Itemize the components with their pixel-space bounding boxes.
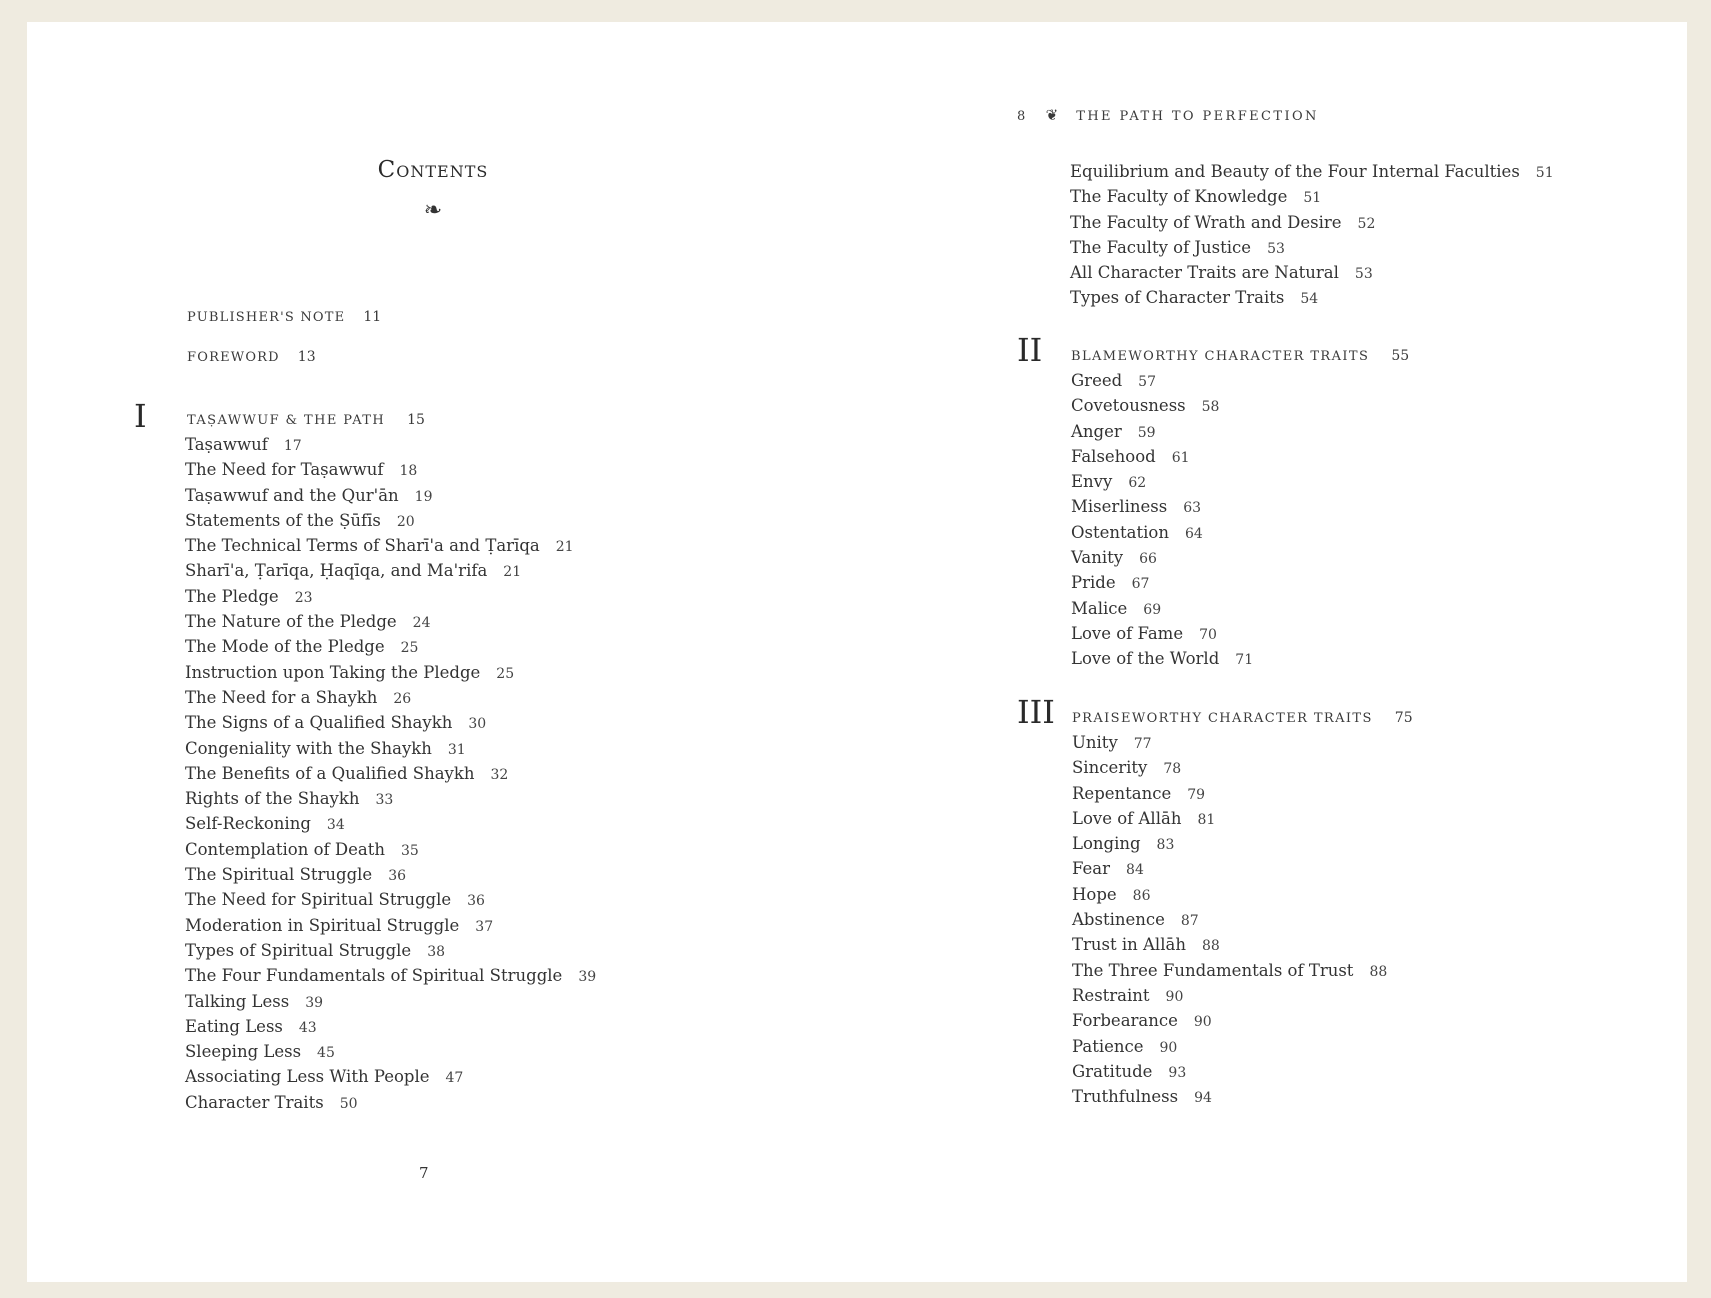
toc-entry[interactable]	[1071, 596, 1253, 621]
page-number: 59	[1137, 424, 1156, 441]
toc-entry-label: Talking Less	[185, 991, 290, 1011]
toc-entry[interactable]	[185, 508, 596, 533]
page-number: 43	[298, 1019, 317, 1036]
toc-entry-label: The Faculty of Justice	[1070, 237, 1252, 257]
page-number: 45	[317, 1045, 335, 1062]
page-number: 55	[1391, 348, 1410, 364]
page-number: 21	[555, 539, 574, 556]
toc-entry-label: Envy	[1071, 472, 1113, 492]
toc-entry[interactable]	[185, 786, 596, 811]
toc-entry[interactable]	[1070, 235, 1554, 260]
page-number: 36	[388, 868, 407, 885]
toc-entry-label: The Four Fundamentals of Spiritual Struggle	[185, 966, 563, 986]
contents-title: Contents	[377, 157, 489, 183]
toc-entry[interactable]	[185, 1090, 596, 1115]
page-number: 90	[1165, 988, 1184, 1005]
page-number: 52	[1357, 215, 1376, 232]
page-number: 32	[490, 766, 509, 783]
toc-entry[interactable]	[1071, 621, 1253, 646]
page-number: 57	[1138, 374, 1156, 390]
toc-entry-label: Miserliness	[1071, 497, 1168, 517]
page-number: 53	[1267, 240, 1285, 257]
page-number: 90	[1193, 1014, 1212, 1031]
page-number: 90	[1159, 1039, 1178, 1056]
toc-entry-label: The Three Fundamentals of Trust	[1072, 960, 1354, 980]
page-number: 19	[414, 488, 433, 505]
page-number: 75	[1394, 710, 1413, 726]
toc-list	[1070, 159, 1554, 311]
toc-entry-label: Eating Less	[185, 1016, 283, 1036]
toc-entry-label: Love of Allāh	[1072, 808, 1182, 828]
toc-entry-label: The Pledge	[185, 586, 279, 606]
toc-entry[interactable]	[185, 457, 596, 482]
toc-entry[interactable]	[185, 533, 596, 558]
page-number: 47	[445, 1070, 464, 1087]
front-matter-item[interactable]	[187, 309, 381, 325]
toc-entry[interactable]	[1072, 1008, 1387, 1033]
toc-entry[interactable]	[185, 963, 596, 988]
page-number: 69	[1143, 601, 1162, 618]
book-spread	[27, 22, 1687, 1282]
toc-entry-label: The Mode of the Pledge	[185, 637, 385, 657]
toc-entry-label: All Character Traits are Natural	[1070, 263, 1339, 283]
toc-entry[interactable]	[185, 1039, 596, 1064]
fleuron-ornament-icon: ❧	[423, 198, 443, 223]
page-number: 38	[427, 943, 446, 960]
page-number: 15	[407, 412, 425, 428]
toc-entry[interactable]	[1072, 983, 1387, 1008]
toc-entry-label: Love of Fame	[1071, 623, 1184, 643]
toc-entry-label: Love of the World	[1071, 649, 1220, 669]
toc-entry[interactable]	[185, 736, 596, 761]
page-number: 67	[1131, 576, 1150, 593]
toc-entry-label: Covetousness	[1071, 396, 1186, 416]
toc-entry[interactable]	[185, 584, 596, 609]
toc-entry-label: Ostentation	[1071, 522, 1169, 542]
toc-entry[interactable]	[1072, 932, 1387, 957]
toc-entry-label: Sharī'a, Ṭarīqa, Ḥaqīqa, and Ma'rifa	[185, 561, 488, 581]
page-number: 71	[1235, 652, 1254, 669]
toc-list	[185, 432, 596, 1115]
toc-entry-label: Malice	[1071, 598, 1128, 618]
part-heading-label: TAṢAWWUF & THE PATH	[187, 413, 386, 428]
toc-entry[interactable]	[1072, 730, 1387, 755]
front-matter-label: PUBLISHER'S NOTE	[187, 310, 346, 325]
page-number: 20	[396, 513, 415, 530]
toc-entry-label: Trust in Allāh	[1072, 935, 1186, 955]
toc-entry-label: Sleeping Less	[185, 1042, 302, 1062]
toc-entry-label: Self-Reckoning	[185, 814, 311, 834]
page-number: 84	[1126, 862, 1144, 879]
toc-entry-label: Statements of the Ṣūfīs	[185, 510, 381, 530]
part-numeral: III	[1017, 693, 1055, 731]
fleuron-ornament-icon: ❦	[1045, 106, 1059, 124]
page-number: 88	[1369, 963, 1388, 980]
toc-entry[interactable]	[185, 938, 596, 963]
toc-entry[interactable]	[1071, 368, 1253, 393]
toc-entry-label: Instruction upon Taking the Pledge	[185, 662, 481, 682]
toc-entry[interactable]	[1072, 1034, 1387, 1059]
toc-entry[interactable]	[1071, 646, 1253, 671]
page-number: 51	[1535, 165, 1554, 181]
page-number: 30	[468, 716, 487, 733]
toc-entry[interactable]	[1072, 882, 1387, 907]
toc-entry[interactable]	[1071, 570, 1253, 595]
toc-entry[interactable]	[1071, 419, 1253, 444]
page-number: 81	[1197, 811, 1216, 828]
toc-list	[1072, 730, 1387, 1109]
toc-entry[interactable]	[1072, 1059, 1387, 1084]
toc-entry[interactable]	[1070, 210, 1554, 235]
part-numeral: I	[134, 397, 147, 435]
page-number: 64	[1184, 525, 1203, 542]
toc-entry-label: Fear	[1072, 859, 1111, 879]
toc-entry[interactable]	[1071, 444, 1253, 469]
toc-entry-label: Types of Spiritual Struggle	[185, 940, 412, 960]
toc-entry[interactable]	[1072, 831, 1387, 856]
toc-entry-label: The Signs of a Qualified Shaykh	[185, 713, 453, 733]
toc-entry[interactable]	[1072, 755, 1387, 780]
page-number: 33	[375, 792, 394, 809]
page-number: 78	[1163, 761, 1182, 778]
page-number: 79	[1187, 786, 1206, 803]
page-number: 34	[326, 817, 345, 834]
part-heading-label: PRAISEWORTHY CHARACTER TRAITS	[1072, 711, 1373, 726]
toc-list	[1071, 368, 1253, 672]
page-number: 77	[1133, 736, 1152, 752]
toc-entry-label: The Technical Terms of Sharī'a and Ṭarīqa	[185, 536, 540, 556]
toc-entry-label: Taṣawwuf	[185, 435, 268, 454]
page-number: 39	[305, 994, 324, 1011]
toc-entry-label: Taṣawwuf and the Qur'ān	[185, 485, 399, 505]
part-heading[interactable]	[1071, 348, 1409, 364]
toc-entry[interactable]	[1072, 907, 1387, 932]
page-number: 88	[1201, 938, 1220, 955]
page-number: 61	[1171, 449, 1190, 466]
page-number: 50	[339, 1095, 358, 1112]
toc-entry[interactable]	[185, 609, 596, 634]
running-head	[1017, 106, 1319, 124]
toc-entry[interactable]	[185, 1014, 596, 1039]
toc-entry[interactable]	[185, 685, 596, 710]
toc-entry[interactable]	[185, 887, 596, 912]
page-number: 13	[297, 349, 316, 365]
right-page	[857, 22, 1687, 1282]
running-head-title: THE PATH TO PERFECTION	[1076, 109, 1319, 124]
toc-entry-label: Greed	[1071, 371, 1123, 390]
toc-entry[interactable]	[1071, 469, 1253, 494]
page-folio: 7	[419, 1164, 429, 1182]
toc-entry[interactable]	[185, 558, 596, 583]
running-head-folio: 8	[1017, 109, 1028, 124]
page-number: 11	[363, 309, 382, 325]
page-number: 31	[447, 741, 466, 758]
toc-entry[interactable]	[1072, 856, 1387, 881]
page-number: 86	[1132, 887, 1151, 904]
page-number: 35	[401, 842, 419, 859]
toc-entry[interactable]	[1071, 494, 1253, 519]
toc-entry-label: Falsehood	[1071, 446, 1156, 466]
toc-entry[interactable]	[185, 660, 596, 685]
page-number: 53	[1354, 266, 1373, 283]
toc-entry-label: Unity	[1072, 733, 1118, 752]
toc-entry-label: Rights of the Shaykh	[185, 789, 360, 809]
front-matter-item[interactable]	[187, 349, 316, 365]
toc-entry[interactable]	[185, 483, 596, 508]
page-number: 24	[412, 615, 431, 632]
toc-entry-label: The Faculty of Knowledge	[1070, 187, 1288, 207]
toc-entry-label: Contemplation of Death	[185, 839, 385, 859]
toc-entry[interactable]	[185, 989, 596, 1014]
toc-entry[interactable]	[1072, 1084, 1387, 1109]
toc-entry[interactable]	[185, 811, 596, 836]
toc-entry[interactable]	[1070, 184, 1554, 209]
toc-entry-label: Truthfulness	[1072, 1087, 1179, 1107]
toc-entry-label: The Need for Spiritual Struggle	[185, 890, 452, 910]
page-number: 58	[1201, 399, 1220, 416]
toc-entry[interactable]	[185, 761, 596, 786]
toc-entry[interactable]	[185, 634, 596, 659]
page-number: 94	[1194, 1090, 1212, 1107]
toc-entry[interactable]	[185, 432, 596, 457]
page-number: 66	[1139, 551, 1157, 568]
page-number: 51	[1303, 190, 1322, 207]
page-number: 93	[1168, 1064, 1187, 1081]
toc-entry[interactable]	[185, 913, 596, 938]
page-number: 39	[578, 969, 597, 986]
toc-entry-label: The Need for Taṣawwuf	[185, 460, 384, 480]
toc-entry-label: Gratitude	[1072, 1061, 1153, 1081]
toc-entry-label: Abstinence	[1072, 910, 1165, 930]
toc-entry-label: Pride	[1071, 573, 1116, 593]
page-number: 17	[283, 438, 302, 454]
toc-entry-label: Sincerity	[1072, 758, 1148, 778]
page-number: 37	[475, 918, 494, 935]
page-number: 36	[467, 893, 485, 910]
toc-entry[interactable]	[1071, 520, 1253, 545]
front-matter-label: FOREWORD	[187, 350, 280, 365]
toc-entry-label: Longing	[1072, 834, 1141, 854]
toc-entry-label: The Need for a Shaykh	[185, 687, 378, 707]
toc-entry-label: The Faculty of Wrath and Desire	[1070, 212, 1342, 232]
toc-entry[interactable]	[1071, 393, 1253, 418]
toc-entry-label: Forbearance	[1072, 1011, 1178, 1031]
toc-entry[interactable]	[1072, 781, 1387, 806]
toc-entry-label: Repentance	[1072, 783, 1172, 803]
toc-entry-label: Restraint	[1072, 985, 1150, 1005]
toc-entry-label: Anger	[1071, 421, 1122, 441]
toc-entry[interactable]	[1070, 260, 1554, 285]
toc-entry-label: Congeniality with the Shaykh	[185, 738, 432, 758]
toc-entry-label: The Benefits of a Qualified Shaykh	[185, 763, 475, 783]
page-number: 87	[1180, 913, 1199, 930]
part-heading[interactable]	[187, 412, 425, 428]
toc-entry-label: Moderation in Spiritual Struggle	[185, 915, 460, 935]
page-number: 62	[1128, 475, 1147, 492]
toc-entry[interactable]	[1070, 159, 1554, 184]
page-number: 26	[393, 690, 412, 707]
part-heading-label: BLAMEWORTHY CHARACTER TRAITS	[1071, 349, 1370, 364]
toc-entry-label: Types of Character Traits	[1070, 288, 1285, 308]
toc-entry-label: The Nature of the Pledge	[185, 612, 397, 632]
toc-entry-label: Vanity	[1071, 548, 1124, 568]
toc-entry-label: Character Traits	[185, 1092, 324, 1112]
page-number: 25	[496, 665, 515, 682]
toc-entry[interactable]	[1072, 806, 1387, 831]
toc-entry[interactable]	[185, 710, 596, 735]
page-number: 23	[294, 589, 313, 606]
left-page	[27, 22, 857, 1282]
part-heading[interactable]	[1072, 710, 1413, 726]
page-number: 83	[1156, 837, 1175, 854]
toc-entry-label: Hope	[1072, 884, 1117, 904]
toc-entry[interactable]	[185, 1064, 596, 1089]
toc-entry-label: Associating Less With People	[185, 1067, 430, 1087]
toc-entry[interactable]	[1071, 545, 1253, 570]
part-numeral: II	[1017, 331, 1043, 369]
toc-entry-label: The Spiritual Struggle	[185, 865, 373, 885]
page-number: 21	[503, 564, 522, 581]
toc-entry[interactable]	[185, 862, 596, 887]
page-number: 25	[400, 640, 419, 657]
page-number: 70	[1199, 626, 1217, 643]
toc-entry[interactable]	[1072, 958, 1387, 983]
toc-entry-label: Equilibrium and Beauty of the Four Internal Faculties	[1070, 162, 1520, 181]
toc-entry[interactable]	[1070, 285, 1554, 310]
page-number: 54	[1300, 291, 1319, 308]
toc-entry-label: Patience	[1072, 1036, 1144, 1056]
toc-entry[interactable]	[185, 837, 596, 862]
page-number: 63	[1183, 500, 1202, 517]
page-number: 18	[399, 463, 418, 480]
